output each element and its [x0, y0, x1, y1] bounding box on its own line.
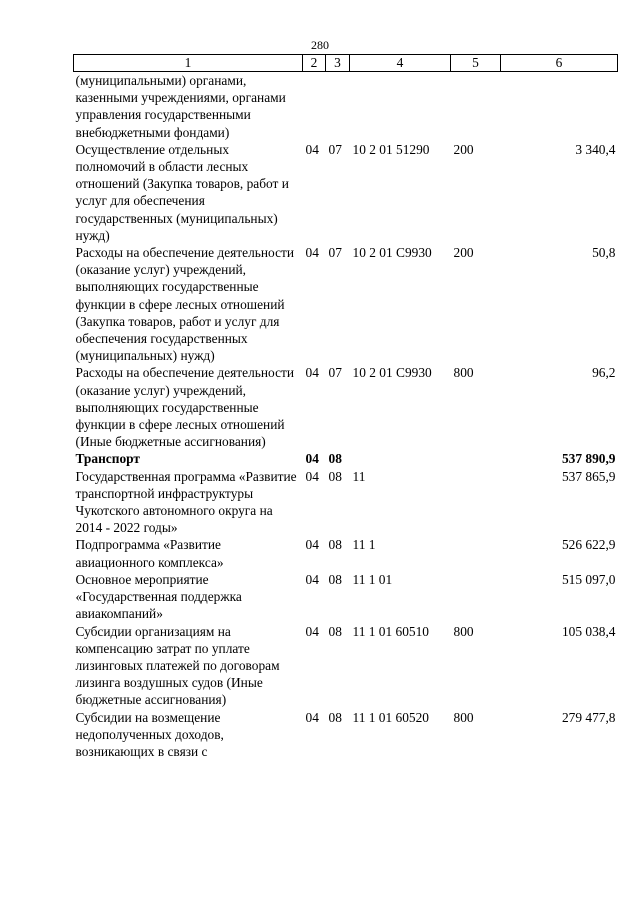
row-target-article-cell: 10 2 01 51290	[352, 141, 430, 157]
row-expense-type-cell	[451, 536, 501, 570]
table-row	[74, 364, 618, 450]
header-col-5: 5	[451, 55, 501, 72]
row-subsection-cell: 08	[328, 451, 342, 467]
row-subsection-cell	[326, 72, 350, 141]
row-section-cell	[303, 72, 326, 141]
row-amount-cell: 3 340,4	[575, 141, 616, 157]
header-col-4: 4	[350, 55, 451, 72]
row-name-cell: Государственная программа «Развитие транспортной инфраструктуры Чукотского автономного округа на 2014 - 2022 годы»	[75, 468, 297, 536]
header-row	[74, 55, 618, 72]
row-section-cell: 04	[305, 365, 319, 381]
header-col-3: 3	[326, 55, 350, 72]
table-row	[74, 571, 618, 623]
row-section-cell: 04	[305, 623, 319, 639]
row-subsection-cell: 07	[328, 245, 342, 261]
table-body	[74, 72, 618, 761]
header-col-2: 2	[303, 55, 326, 72]
table-row	[74, 709, 618, 761]
row-target-article-cell	[350, 450, 451, 467]
row-name-cell: Транспорт	[75, 451, 140, 467]
row-section-cell: 04	[305, 709, 319, 725]
row-expense-type-cell: 800	[453, 365, 474, 381]
row-expense-type-cell: 800	[453, 709, 474, 725]
row-expense-type-cell	[451, 450, 501, 467]
row-target-article-cell: 10 2 01 С9930	[352, 245, 432, 261]
row-subsection-cell: 08	[328, 571, 342, 587]
row-amount-cell: 537 890,9	[561, 451, 616, 467]
table-header	[74, 55, 618, 72]
row-target-article-cell: 11 1 01	[352, 571, 393, 587]
row-expense-type-cell	[451, 72, 501, 141]
row-expense-type-cell	[451, 571, 501, 623]
table-row	[74, 623, 618, 709]
row-section-cell: 04	[305, 537, 319, 553]
table-row	[74, 468, 618, 537]
row-subsection-cell: 08	[328, 709, 342, 725]
row-target-article-cell: 10 2 01 С9930	[352, 365, 432, 381]
row-section-cell: 04	[305, 468, 319, 484]
row-name-cell: Подпрограмма «Развитие авиационного комплекса»	[75, 537, 224, 570]
row-target-article-cell: 11 1	[352, 537, 376, 553]
row-subsection-cell: 08	[328, 537, 342, 553]
table-row	[74, 72, 618, 141]
row-amount-cell	[501, 72, 618, 141]
row-amount-cell: 105 038,4	[561, 623, 616, 639]
row-amount-cell: 96,2	[592, 365, 616, 381]
row-expense-type-cell: 200	[453, 141, 474, 157]
table-row	[74, 244, 618, 364]
row-subsection-cell: 08	[328, 468, 342, 484]
row-name-cell: Субсидии на возмещение недополученных доходов, возникающих в связи с	[75, 709, 224, 759]
header-col-1: 1	[74, 55, 303, 72]
row-target-article-cell: 11 1 01 60520	[352, 709, 429, 725]
row-expense-type-cell	[451, 468, 501, 537]
row-section-cell: 04	[305, 571, 319, 587]
header-col-6: 6	[501, 55, 618, 72]
row-target-article-cell	[350, 72, 451, 141]
row-name-cell: Расходы на обеспечение деятельности (оказание услуг) учреждений, выполняющих государственные функции в сфере лесных отношений (Закупка товаров, работ и услуг для обеспечения государственных (муниципальных) нужд)	[75, 245, 295, 364]
row-amount-cell: 537 865,9	[561, 468, 616, 484]
row-name-cell: Расходы на обеспечение деятельности (оказание услуг) учреждений, выполняющих государственные функции в сфере лесных отношений (Иные бюджетные ассигнования)	[75, 365, 295, 450]
row-section-cell: 04	[305, 451, 319, 467]
row-amount-cell: 515 097,0	[561, 571, 616, 587]
budget-table	[73, 54, 618, 760]
row-name-cell: Основное мероприятие «Государственная поддержка авиакомпаний»	[75, 571, 242, 622]
row-subsection-cell: 07	[328, 141, 342, 157]
table-row	[74, 450, 618, 467]
row-expense-type-cell: 800	[453, 623, 474, 639]
row-expense-type-cell: 200	[453, 245, 474, 261]
row-subsection-cell: 08	[328, 623, 342, 639]
row-subsection-cell: 07	[328, 365, 342, 381]
row-amount-cell: 526 622,9	[561, 537, 616, 553]
row-section-cell: 04	[305, 141, 319, 157]
row-section-cell: 04	[305, 245, 319, 261]
table-row	[74, 536, 618, 570]
row-name-cell: (муниципальными) органами, казенными учреждениями, органами управления государственными внебюджетными фондами)	[75, 73, 286, 140]
table-row	[74, 141, 618, 244]
row-amount-cell: 50,8	[592, 245, 616, 261]
page-number: 280	[311, 38, 329, 52]
row-amount-cell: 279 477,8	[561, 709, 616, 725]
row-name-cell: Субсидии организациям на компенсацию затрат по уплате лизинговых платежей по договорам лизинга воздушных судов (Иные бюджетные ассигнования)	[75, 623, 280, 708]
row-target-article-cell: 11	[352, 468, 366, 484]
row-name-cell: Осуществление отдельных полномочий в области лесных отношений (Закупка товаров, работ и услуг для обеспечения государственных (муниципальных) нужд)	[75, 141, 289, 243]
row-target-article-cell: 11 1 01 60510	[352, 623, 429, 639]
